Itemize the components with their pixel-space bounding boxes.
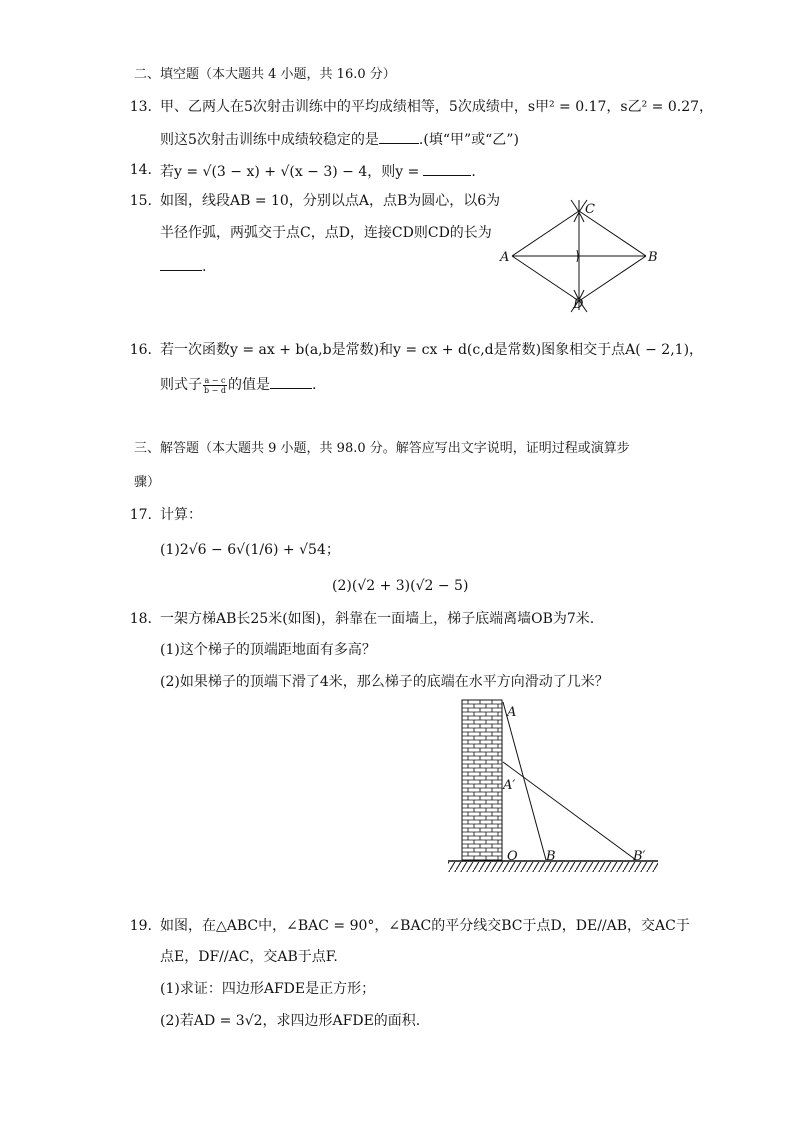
q15-line3-post: . (202, 259, 207, 275)
q18-part2: (2)如果梯子的顶端下滑了4米，那么梯子的底端在水平方向滑动了几米？ (160, 674, 609, 690)
q15-line2: 半径作弧，两弧交于点C，点D，连接CD则CD的长为 (160, 225, 492, 241)
section-3-heading-line2: 骤） (134, 475, 161, 490)
q16-line2-pre: 则式子 (160, 377, 202, 393)
q18-brick-wall (462, 700, 502, 860)
q15-label-a: A (500, 250, 510, 265)
q18-part1: (1)这个梯子的顶端距地面有多高？ (160, 642, 376, 658)
q14-number: 14. (129, 162, 152, 178)
q18-label-b: B (546, 849, 556, 864)
q16-fraction-denominator: b − d (204, 385, 227, 395)
q18-label-a-prime: A′ (503, 778, 516, 793)
q13-number: 13. (129, 99, 152, 115)
q13-line2-post: .(填“甲”或“乙”) (418, 132, 519, 148)
q19-number: 19. (129, 918, 152, 934)
q17-number: 17. (129, 507, 152, 523)
q15-label-c: C (585, 202, 595, 217)
q19-line1: 如图，在△ABC中，∠BAC = 90°，∠BAC的平分线交BC于点D，DE//AB，交AC于 (160, 918, 690, 934)
q13-line1: 甲、乙两人在5次射击训练中的平均成绩相等，5次成绩中，s甲² = 0.17，s乙² = 0.27， (160, 99, 714, 115)
q18-label-b-prime: B′ (633, 849, 646, 864)
q19-line2: 点E，DF//AC，交AB于点F. (160, 949, 338, 965)
q14-text-post: . (471, 164, 476, 180)
q13-line2-pre: 则这5次射击训练中成绩较稳定的是 (160, 132, 379, 148)
q15-label-b: B (648, 250, 658, 265)
q19-part1: (1)求证：四边形AFDE是正方形； (160, 981, 376, 997)
q18-number: 18. (129, 611, 152, 627)
q18-label-o: O (507, 849, 518, 864)
q18-ladder-slid (503, 762, 636, 860)
q16-line2-mid: 的值是 (228, 377, 271, 393)
q16-line2-post: . (312, 377, 317, 393)
section-2-heading: 二、填空题（本大题共 4 小题，共 16.0 分） (134, 67, 396, 82)
q16-fraction-numerator: a − c (204, 375, 226, 385)
q17-part2: (2)(√2 + 3)(√2 − 5) (332, 578, 469, 594)
q19-part2: (2)若AD = 3√2，求四边形AFDE的面积. (160, 1013, 421, 1029)
section-3-heading-line1: 三、解答题（本大题共 9 小题，共 98.0 分。解答应写出文字说明，证明过程或演算步 (134, 441, 630, 456)
q16-number: 16. (129, 342, 152, 358)
q15-line1: 如图，线段AB = 10，分别以点A，点B为圆心，以6为 (160, 193, 501, 209)
q14-text-pre: 若y = √(3 − x) + √(x − 3) − 4，则y = (160, 164, 420, 180)
q16-line1: 若一次函数y = ax + b(a,b是常数)和y = cx + d(c,d是常数)图象相交于点A( − 2,1)， (160, 342, 704, 358)
q15-number: 15. (129, 193, 152, 209)
q15-label-d: D (573, 297, 584, 312)
q18-line1: 一架方梯AB长25米(如图)，斜靠在一面墙上，梯子底端离墙OB为7米. (160, 611, 595, 627)
q17-part1: (1)2√6 − 6√(1/6) + √54； (160, 542, 340, 558)
q18-label-a: A (507, 705, 517, 720)
q17-title: 计算： (160, 507, 202, 523)
